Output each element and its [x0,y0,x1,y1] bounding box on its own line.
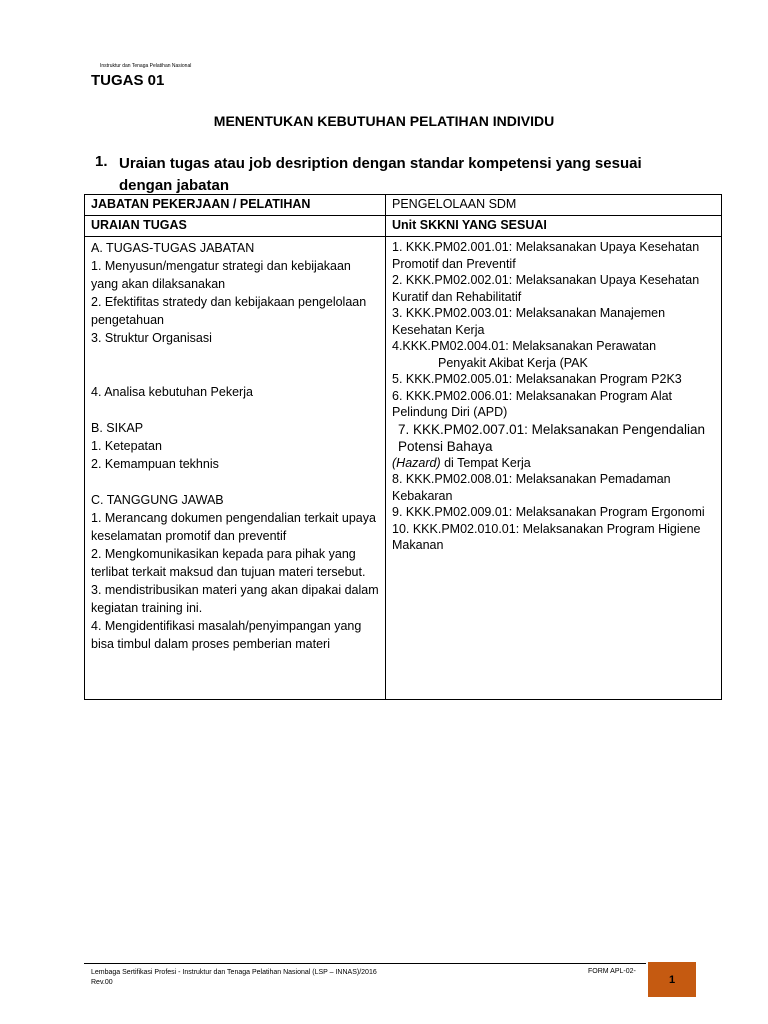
list-item: 1. Merancang dokumen pengendalian terkait upaya keselamatan promotif dan preventif [91,511,376,543]
list-item: 1. Menyusun/mengatur strategi dan kebijakaan yang akan dilaksanakan [91,259,351,291]
page-number-badge: 1 [648,962,696,997]
footer-form-code: FORM APL-02- [588,968,636,975]
table-header-uraian: URAIAN TUGAS [85,216,386,237]
list-item: 10. KKK.PM02.010.01: Melaksanakan Program Higiene Makanan [392,521,701,552]
list-item: 1. Ketepatan [91,439,162,453]
list-item: 3. Struktur Organisasi [91,331,212,345]
page-title: MENENTUKAN KEBUTUHAN PELATIHAN INDIVIDU [213,113,555,129]
list-item: 4. Mengidentifikasi masalah/penyimpangan yang bisa timbul dalam proses pemberian materi [91,619,362,651]
list-item: 4. Analisa kebutuhan Pekerja [91,385,253,399]
list-item: 2. Mengkomunikasikan kepada para pihak yang terlibat terkait maksud dan tujuan materi tersebut. [91,547,366,579]
competency-table [84,194,722,700]
list-item: B. SIKAP [91,421,144,435]
table-row [85,237,722,700]
section-heading: Uraian tugas atau job desription dengan standar kompetensi yang sesuai dengan jabatan [119,155,642,194]
list-item: 1. KKK.PM02.001.01: Melaksanakan Upaya Kesehatan Promotif dan Preventif [392,240,700,271]
list-item: 3. KKK.PM02.003.01: Melaksanakan Manajemen Kesehatan Kerja [392,306,666,337]
table-cell-job-value: PENGELOLAAN SDM [386,195,722,216]
list-item [392,455,715,472]
list-item: 7. KKK.PM02.007.01: Melaksanakan Pengendalian Potensi Bahaya [398,421,705,454]
list-item: Penyakit Akibat Kerja (PAK [438,355,588,370]
footer-revision: Rev.00 [91,979,113,986]
skkni-units-cell [386,237,722,700]
tugas-label: TUGAS 01 [91,72,165,89]
list-item: 4.KKK.PM02.004.01: Melaksanakan Perawatan [392,339,657,353]
footer-institution [91,968,377,988]
table-row [85,195,722,216]
table-header-unit: Unit SKKNI YANG SESUAI [386,216,722,237]
list-item: 6. KKK.PM02.006.01: Melaksanakan Program Alat Pelindung Diri (APD) [392,388,673,419]
list-item: 2. KKK.PM02.002.01: Melaksanakan Upaya Kesehatan Kuratif dan Rehabilitatif [392,273,700,304]
hazard-italic: (Hazard) [392,455,441,470]
table-row [85,216,722,237]
list-item: 5. KKK.PM02.005.01: Melaksanakan Program P2K3 [392,372,682,386]
footer-divider [84,963,646,964]
list-item: 2. Efektifitas stratedy dan kebijakaan pengelolaan pengetahuan [91,295,367,327]
list-item: 3. mendistribusikan materi yang akan dipakai dalam kegiatan training ini. [91,583,379,615]
list-item: 9. KKK.PM02.009.01: Melaksanakan Program Ergonomi [392,505,705,519]
section-number: 1. [95,153,108,170]
list-item: 8. KKK.PM02.008.01: Melaksanakan Pemadaman Kebakaran [392,472,671,503]
task-description-cell [85,237,386,700]
list-item: A. TUGAS-TUGAS JABATAN [91,241,255,255]
list-item: 2. Kemampuan tekhnis [91,457,219,471]
header-small-text: Instruktur dan Tenaga Pelatihan Nasional [100,63,192,69]
table-cell-job-title: JABATAN PEKERJAAN / PELATIHAN [85,195,386,216]
footer-institution-line: Lembaga Sertifikasi Profesi - Instruktur dan Tenaga Pelatihan Nasional (LSP – INNAS)/2016 [91,969,377,976]
hazard-rest: di Tempat Kerja [440,455,531,470]
list-item: C. TANGGUNG JAWAB [91,493,224,507]
